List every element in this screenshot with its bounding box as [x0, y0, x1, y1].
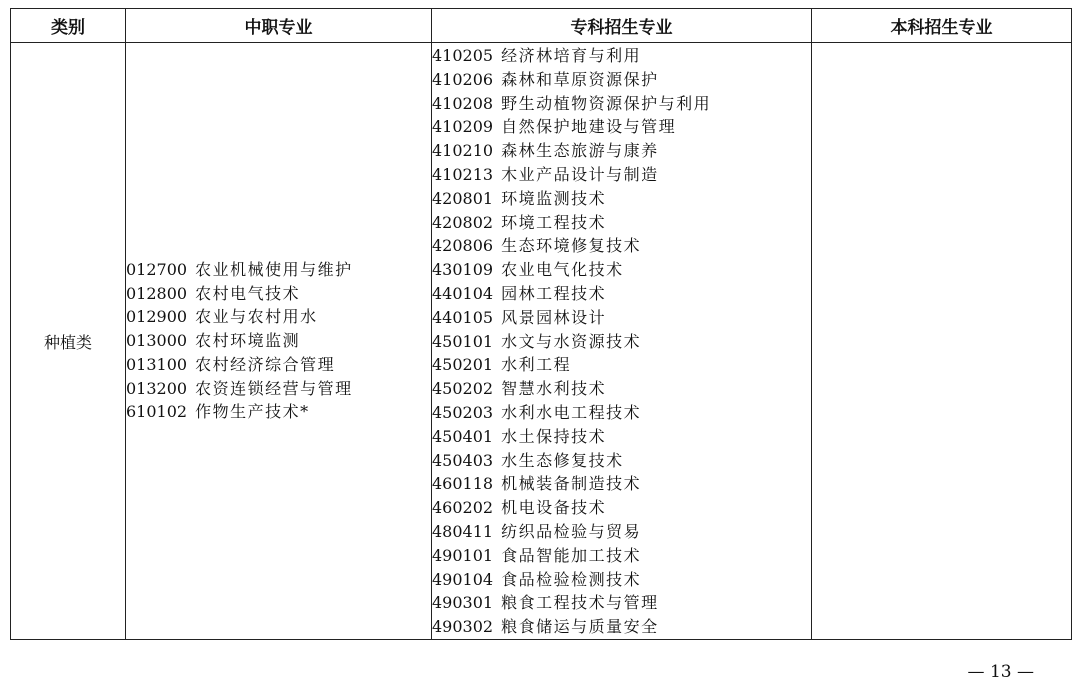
majors-table: [10, 8, 1072, 640]
major-code: 490302: [432, 617, 494, 637]
list-item: [432, 139, 811, 163]
major-name: 水文与水资源技术: [501, 331, 642, 351]
major-code: 490301: [432, 593, 494, 613]
major-name: 农村经济综合管理: [195, 354, 336, 374]
major-name: 森林和草原资源保护: [501, 69, 659, 89]
major-code: 410205: [432, 46, 494, 66]
major-code: 430109: [432, 260, 494, 280]
list-item: [432, 68, 811, 92]
list-item: [432, 353, 811, 377]
major-name: 智慧水利技术: [501, 379, 607, 399]
major-name: 农资连锁经营与管理: [195, 378, 353, 398]
major-code: 013200: [126, 378, 188, 398]
list-item: [432, 472, 811, 496]
list-item: [126, 400, 431, 424]
list-item: [432, 425, 811, 449]
major-code: 450201: [432, 355, 494, 375]
list-item: [432, 330, 811, 354]
major-name: 野生动植物资源保护与利用: [501, 93, 712, 113]
major-code: 480411: [432, 522, 494, 542]
list-item: [126, 353, 431, 377]
major-name: 森林生态旅游与康养: [501, 141, 659, 161]
major-name: 纺织品检验与贸易: [501, 522, 642, 542]
major-name: 自然保护地建设与管理: [501, 117, 677, 137]
list-item: [126, 258, 431, 282]
major-name: 木业产品设计与制造: [501, 165, 659, 185]
major-code: 490101: [432, 545, 494, 565]
major-code: 450101: [432, 331, 494, 351]
major-code: 012800: [126, 283, 188, 303]
list-item: [432, 591, 811, 615]
major-name: 农业电气化技术: [501, 260, 624, 280]
major-name: 环境工程技术: [501, 212, 607, 232]
major-name: 食品智能加工技术: [501, 545, 642, 565]
category-cell: 种植类: [11, 43, 126, 640]
list-item: [126, 305, 431, 329]
major-code: 450403: [432, 450, 494, 470]
major-code: 610102: [126, 402, 188, 422]
list-item: [432, 92, 811, 116]
major-name: 农业与农村用水: [195, 307, 318, 327]
list-item: [126, 282, 431, 306]
major-code: 440104: [432, 284, 494, 304]
list-item: [432, 496, 811, 520]
list-item: [126, 377, 431, 401]
list-item: [432, 306, 811, 330]
junior-college-cell: [432, 43, 812, 640]
major-name: 水利水电工程技术: [501, 403, 642, 423]
major-name: 环境监测技术: [501, 188, 607, 208]
undergraduate-cell: [812, 43, 1072, 640]
list-item: [126, 329, 431, 353]
major-name: 农村电气技术: [195, 283, 301, 303]
major-code: 420806: [432, 236, 494, 256]
major-name: 生态环境修复技术: [501, 236, 642, 256]
list-item: [432, 115, 811, 139]
list-item: [432, 258, 811, 282]
list-item: [432, 449, 811, 473]
header-category: 类别: [11, 9, 126, 43]
major-name: 风景园林设计: [501, 307, 607, 327]
major-name: 作物生产技术*: [195, 402, 310, 422]
list-item: [432, 615, 811, 639]
major-name: 水生态修复技术: [501, 450, 624, 470]
list-item: [432, 377, 811, 401]
major-code: 420802: [432, 212, 494, 232]
list-item: [432, 44, 811, 68]
major-name: 水利工程: [501, 355, 572, 375]
secondary-vocational-cell: [126, 43, 432, 640]
major-code: 450203: [432, 403, 494, 423]
list-item: [432, 544, 811, 568]
major-name: 农村环境监测: [195, 331, 301, 351]
major-code: 440105: [432, 307, 494, 327]
major-name: 经济林培育与利用: [501, 46, 642, 66]
page-number: — 13 —: [967, 662, 1034, 682]
major-name: 粮食工程技术与管理: [501, 593, 659, 613]
major-code: 460202: [432, 498, 494, 518]
secondary-vocational-list: [126, 258, 431, 425]
junior-college-list: [432, 44, 811, 639]
table-row: [11, 43, 1072, 640]
major-code: 450401: [432, 426, 494, 446]
major-name: 农业机械使用与维护: [195, 259, 353, 279]
major-name: 水土保持技术: [501, 426, 607, 446]
major-code: 460118: [432, 474, 494, 494]
major-code: 410209: [432, 117, 494, 137]
major-name: 机电设备技术: [501, 498, 607, 518]
major-code: 410206: [432, 69, 494, 89]
list-item: [432, 211, 811, 235]
list-item: [432, 401, 811, 425]
major-code: 012900: [126, 307, 188, 327]
major-name: 园林工程技术: [501, 284, 607, 304]
major-code: 410210: [432, 141, 494, 161]
major-code: 420801: [432, 188, 494, 208]
header-secondary-vocational: 中职专业: [126, 9, 432, 43]
list-item: [432, 282, 811, 306]
header-row: [11, 9, 1072, 43]
list-item: [432, 187, 811, 211]
list-item: [432, 568, 811, 592]
major-name: 粮食储运与质量安全: [501, 617, 659, 637]
major-code: 450202: [432, 379, 494, 399]
major-code: 410213: [432, 165, 494, 185]
major-code: 013000: [126, 331, 188, 351]
list-item: [432, 234, 811, 258]
header-junior-college: 专科招生专业: [432, 9, 812, 43]
major-code: 012700: [126, 259, 188, 279]
list-item: [432, 520, 811, 544]
major-name: 机械装备制造技术: [501, 474, 642, 494]
major-code: 013100: [126, 354, 188, 374]
list-item: [432, 163, 811, 187]
header-undergraduate: 本科招生专业: [812, 9, 1072, 43]
major-code: 410208: [432, 93, 494, 113]
major-code: 490104: [432, 569, 494, 589]
major-name: 食品检验检测技术: [501, 569, 642, 589]
